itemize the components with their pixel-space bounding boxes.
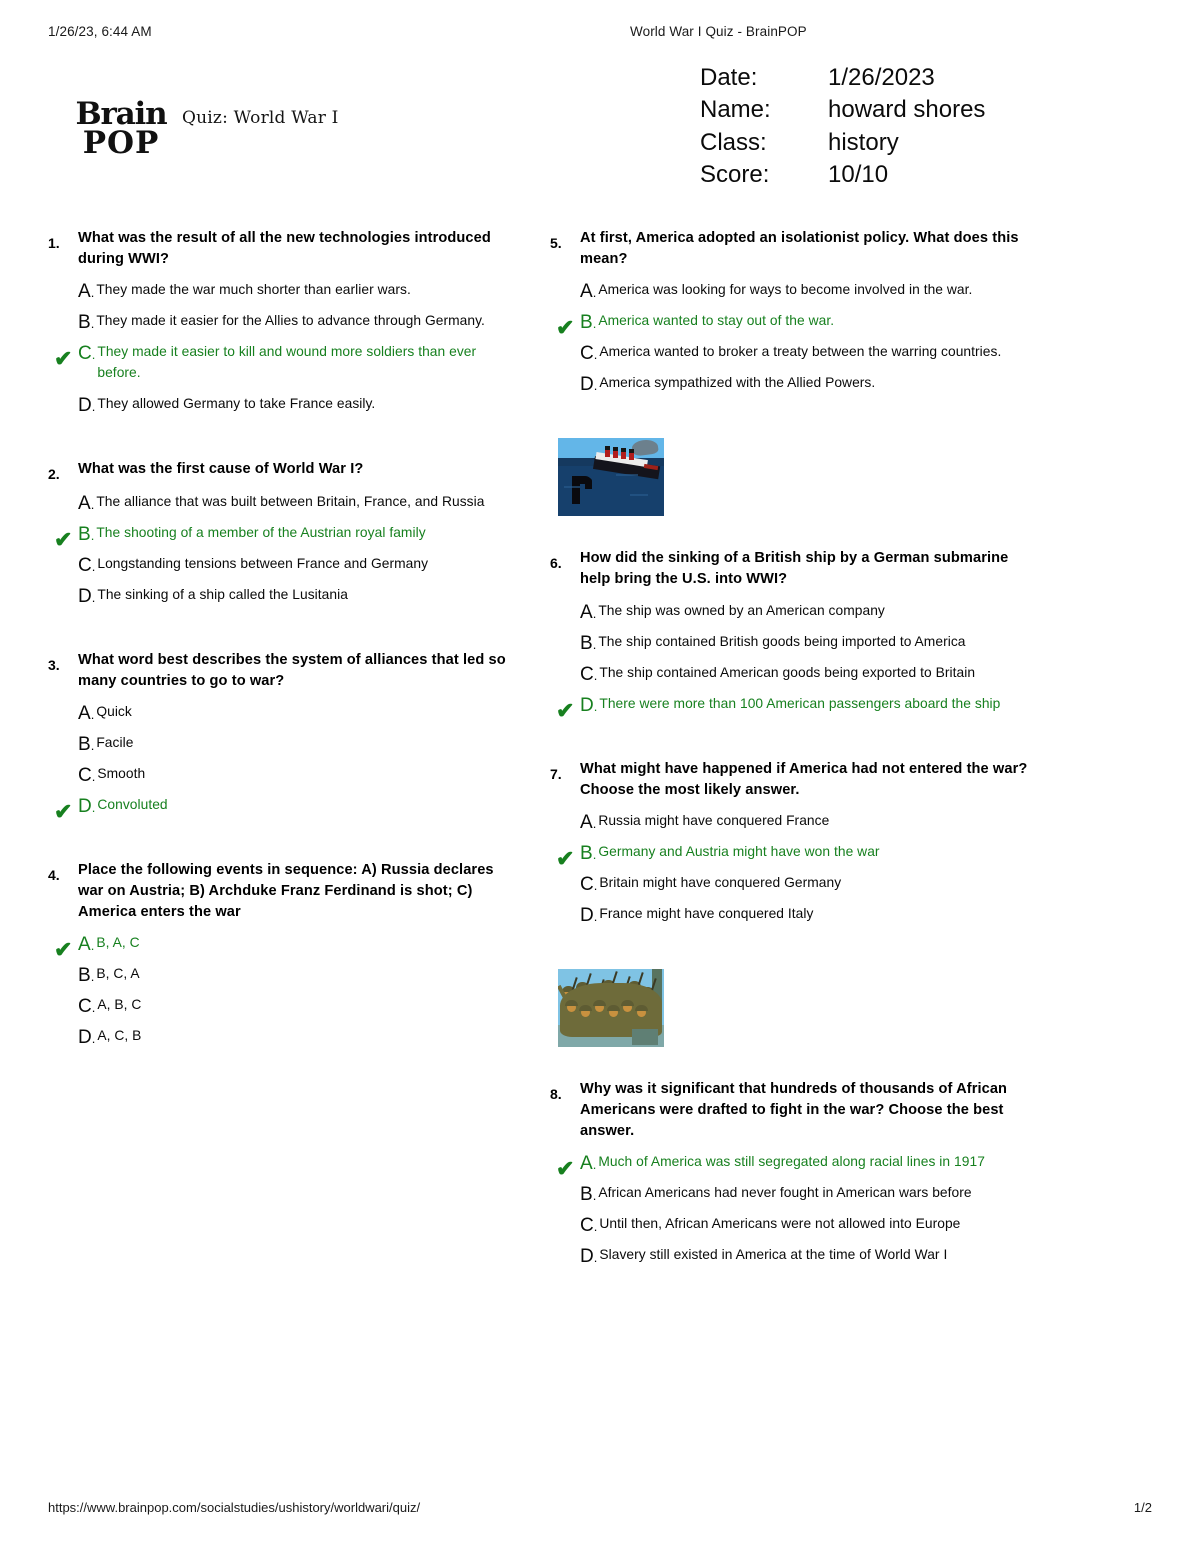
answer-text: Longstanding tensions between France and Germany (97, 555, 429, 571)
answer-option[interactable] (550, 1183, 1028, 1204)
answer-text: Britain might have conquered Germany (599, 874, 842, 890)
student-meta-table (700, 62, 985, 192)
answer-list (48, 933, 522, 1047)
question-number: 2. (48, 465, 60, 482)
checkmark-icon: ✔ (54, 526, 73, 552)
answer-letter: C. (580, 663, 598, 685)
answer-letter-period: . (593, 667, 598, 683)
answer-letter-period: . (593, 347, 598, 363)
answer-letter-period: . (592, 1157, 597, 1173)
question-number: 1. (48, 235, 60, 251)
question-column-right (550, 228, 1028, 1463)
meta-row-score (700, 159, 985, 191)
answer-option[interactable] (550, 873, 1028, 894)
answer-letter-period: . (90, 527, 95, 543)
soldier-helmet (593, 1000, 606, 1006)
answer-letter: A. (580, 811, 597, 833)
answer-text: African Americans had never fought in American wars before (598, 1185, 972, 1201)
print-timestamp: 1/26/23, 6:44 AM (48, 24, 152, 39)
answer-letter: A. (78, 934, 95, 956)
name-value: howard shores (828, 96, 986, 124)
answer-option[interactable] (48, 764, 522, 785)
answer-letter-period: . (90, 707, 95, 722)
answer-option[interactable] (48, 1026, 522, 1047)
answer-letter: A. (78, 703, 95, 724)
answer-text: Much of America was still segregated along racial lines in 1917 (598, 1154, 985, 1170)
answer-letter-period: . (90, 496, 95, 512)
answer-option[interactable] (48, 280, 522, 301)
answer-letter-period: . (91, 589, 96, 605)
answer-list (550, 280, 1028, 394)
answer-letter: C. (580, 1215, 598, 1237)
answer-option[interactable] (550, 1245, 1028, 1266)
question-number: 3. (48, 656, 60, 673)
answer-text: Germany and Austria might have won the war (598, 843, 880, 859)
answer-list (550, 811, 1028, 925)
answer-text: The alliance that was built between Britain, France, and Russia (96, 493, 485, 509)
answer-letter: B. (580, 632, 597, 654)
ship-funnel (629, 449, 634, 460)
answer-letter: D. (580, 694, 598, 716)
answer-letter: D. (580, 1246, 598, 1268)
answer-text: The ship contained British goods being imported to America (598, 633, 966, 649)
answer-letter: D. (580, 374, 598, 396)
ship-funnel (605, 446, 610, 457)
answer-letter: C. (580, 873, 598, 895)
answer-letter-period: . (593, 1250, 598, 1266)
answer-letter-period: . (592, 316, 597, 332)
question-text: Why was it significant that hundreds of thousands of African Americans were drafted to fight in the war? Choose the best answer. (580, 1080, 1008, 1140)
answer-text: Smooth (97, 766, 146, 781)
answer-option[interactable] (550, 904, 1028, 925)
soldier-helmet (579, 1005, 592, 1011)
checkmark-icon: ✔ (54, 937, 73, 963)
answer-letter: B. (78, 523, 95, 545)
answer-list (550, 601, 1028, 723)
answer-letter-period: . (592, 636, 597, 652)
answer-list (48, 702, 522, 824)
question-number: 6. (550, 555, 562, 572)
footer-url: https://www.brainpop.com/socialstudies/ushistory/worldwari/quiz/ (48, 1500, 421, 1515)
answer-letter: D. (78, 394, 96, 416)
answer-text: B, C, A (96, 966, 140, 982)
answer-text: There were more than 100 American passengers aboard the ship (599, 695, 1001, 711)
answer-letter-period: . (592, 815, 597, 831)
question-block (550, 759, 1028, 925)
answer-letter-period: . (90, 285, 95, 301)
answer-letter-period: . (592, 605, 597, 621)
logo-line-pop: POP (82, 124, 160, 161)
answer-letter: D. (580, 904, 598, 926)
answer-text: They made the war much shorter than earlier wars. (96, 282, 411, 298)
answer-text: Russia might have conquered France (598, 812, 830, 828)
question-text: How did the sinking of a British ship by a German submarine help bring the U.S. into WWI? (580, 550, 1009, 588)
answer-text: They made it easier for the Allies to advance through Germany. (96, 313, 485, 329)
answer-text: America sympathized with the Allied Powers. (599, 375, 876, 391)
answer-option[interactable] (550, 632, 1028, 653)
answer-letter: A. (580, 281, 597, 303)
date-value: 1/26/2023 (828, 64, 935, 91)
answer-option-correct[interactable] (48, 523, 522, 552)
quiz-header (48, 62, 1152, 212)
answer-letter: D. (78, 585, 96, 607)
answer-option[interactable] (48, 492, 522, 513)
answer-option[interactable] (48, 964, 522, 985)
answer-option[interactable] (550, 601, 1028, 622)
answer-option[interactable] (48, 585, 522, 606)
answer-option[interactable] (550, 811, 1028, 832)
answer-option[interactable] (550, 373, 1028, 394)
meta-row-date (700, 62, 985, 94)
answer-text: Slavery still existed in America at the time of World War I (599, 1247, 948, 1263)
soldier-helmet (635, 1005, 648, 1011)
print-document-title: World War I Quiz - BrainPOP (630, 24, 807, 39)
checkmark-icon: ✔ (556, 315, 575, 341)
answer-letter-period: . (593, 1219, 598, 1235)
question-block (550, 228, 1028, 394)
question-block (48, 459, 522, 606)
question-text: What was the first cause of World War I? (78, 460, 364, 477)
question-number: 8. (550, 1085, 562, 1102)
answer-text: Until then, African Americans were not allowed into Europe (599, 1216, 961, 1232)
answer-option-correct[interactable] (550, 1152, 1028, 1182)
checkmark-icon: ✔ (54, 799, 73, 824)
answer-letter: C. (78, 996, 96, 1018)
answer-letter-period: . (593, 908, 598, 924)
footer-page-number: 1/2 (1133, 1500, 1152, 1515)
question-number: 5. (550, 235, 562, 251)
answer-letter-period: . (91, 558, 96, 574)
sinking-ship-submarine-illustration (558, 438, 664, 516)
answer-option[interactable] (48, 702, 522, 723)
question-header (550, 228, 1028, 270)
brand-block (66, 96, 339, 161)
answer-list (48, 280, 522, 414)
answer-option-correct[interactable] (48, 933, 522, 963)
answer-letter-period: . (91, 398, 96, 414)
answer-option[interactable] (550, 280, 1028, 301)
answer-letter: C. (580, 343, 598, 365)
answer-letter: D. (78, 1027, 96, 1049)
answer-letter-period: . (592, 1188, 597, 1204)
sea-wave (630, 494, 648, 496)
question-header (48, 228, 522, 270)
answer-letter-period: . (91, 769, 96, 784)
answer-option[interactable] (48, 995, 522, 1016)
sea-wave (616, 474, 638, 476)
quiz-body (48, 228, 1152, 1463)
answer-letter: B. (78, 734, 95, 755)
answer-text: America was looking for ways to become involved in the war. (598, 282, 973, 298)
question-header (550, 1079, 1028, 1142)
question-text: What was the result of all the new technologies introduced during WWI? (78, 230, 491, 268)
logo-line-brain: Brain (75, 96, 167, 132)
print-header (48, 24, 1152, 39)
question-block (48, 650, 522, 824)
date-label: Date: (700, 64, 758, 91)
answer-text: France might have conquered Italy (599, 905, 814, 921)
answer-letter-period: . (90, 316, 95, 332)
answer-letter-period: . (91, 1000, 96, 1016)
answer-letter-period: . (593, 698, 598, 714)
answer-list (550, 1152, 1028, 1266)
answer-option-correct[interactable] (550, 842, 1028, 871)
answer-option-correct[interactable] (48, 795, 522, 824)
name-label: Name: (700, 96, 771, 124)
answer-letter: B. (78, 965, 95, 987)
soldier-helmet (565, 1000, 578, 1006)
checkmark-icon: ✔ (556, 1156, 575, 1182)
answer-text: America wanted to broker a treaty between the warring countries. (599, 344, 1002, 360)
meta-row-class (700, 127, 985, 159)
answer-option[interactable] (550, 1214, 1028, 1235)
answer-option[interactable] (550, 342, 1028, 363)
question-number: 4. (48, 867, 60, 883)
answer-text: They made it easier to kill and wound more soldiers than ever before. (97, 344, 477, 380)
answer-text: The shooting of a member of the Austrian royal family (96, 524, 426, 540)
question-header (48, 459, 522, 482)
class-value: history (828, 128, 899, 156)
answer-letter: C. (78, 343, 96, 365)
answer-text: America wanted to stay out of the war. (598, 313, 835, 329)
periscope-tip (585, 478, 592, 489)
checkmark-icon: ✔ (556, 845, 575, 871)
brainpop-logo (66, 96, 176, 161)
answer-option-correct[interactable] (48, 342, 522, 383)
checkmark-icon: ✔ (556, 697, 575, 723)
answer-text: The ship was owned by an American company (598, 602, 885, 618)
answer-text: A, C, B (97, 1028, 142, 1044)
question-block (550, 1079, 1028, 1266)
answer-option[interactable] (550, 663, 1028, 684)
answer-list (48, 492, 522, 606)
question-text: Place the following events in sequence: A) Russia declares war on Austria; B) Archduke Franz Ferdinand is shot; C) America enters the war (78, 862, 494, 921)
answer-option[interactable] (48, 554, 522, 575)
question-number: 7. (550, 765, 562, 782)
answer-letter-period: . (90, 738, 95, 753)
question-text: What might have happened if America had not entered the war? Choose the most likely answer. (580, 760, 1028, 798)
answer-letter: A. (78, 492, 95, 514)
soldiers-illustration (558, 969, 664, 1047)
answer-text: Quick (96, 704, 132, 719)
answer-letter-period: . (593, 877, 598, 893)
answer-letter: D. (78, 796, 96, 817)
soldiers-crate (632, 1029, 658, 1045)
score-value: 10/10 (828, 161, 889, 189)
answer-text: The ship contained American goods being exported to Britain (599, 664, 976, 680)
question-text: What word best describes the system of alliances that led so many countries to go to war? (78, 651, 506, 689)
answer-letter-period: . (592, 285, 597, 301)
answer-letter-period: . (90, 938, 95, 954)
answer-option[interactable] (48, 733, 522, 754)
answer-text: The sinking of a ship called the Lusitania (97, 586, 348, 602)
sea-wave (564, 486, 580, 488)
answer-letter: A. (580, 1153, 597, 1175)
question-block (550, 548, 1028, 723)
page-title: Quiz: World War I (182, 108, 339, 128)
answer-letter-period: . (91, 347, 96, 363)
answer-letter: C. (78, 554, 96, 576)
answer-letter: B. (580, 1184, 597, 1206)
question-header (48, 860, 522, 923)
answer-text: B, A, C (96, 935, 140, 951)
class-label: Class: (700, 128, 767, 156)
answer-letter: B. (580, 842, 597, 864)
answer-letter: B. (78, 312, 95, 334)
soldier-helmet (621, 1000, 634, 1006)
score-label: Score: (700, 161, 770, 189)
question-block (48, 860, 522, 1047)
answer-text: Convoluted (97, 797, 168, 812)
ship-funnel (621, 448, 626, 459)
print-footer (48, 1500, 1152, 1515)
checkmark-icon: ✔ (54, 346, 73, 372)
answer-option[interactable] (48, 394, 522, 415)
question-column-left (48, 228, 522, 1463)
meta-row-name (700, 94, 985, 126)
ship-funnel (613, 447, 618, 458)
question-block (48, 228, 522, 415)
answer-option-correct[interactable] (550, 694, 1028, 723)
answer-letter: A. (580, 601, 597, 623)
answer-letter-period: . (592, 846, 597, 862)
answer-letter: A. (78, 281, 95, 303)
question-header (550, 759, 1028, 801)
answer-letter-period: . (90, 969, 95, 985)
answer-letter: C. (78, 765, 96, 786)
question-header (48, 650, 522, 692)
answer-letter-period: . (91, 800, 96, 815)
question-text: At first, America adopted an isolationist policy. What does this mean? (580, 230, 1019, 268)
answer-text: Facile (96, 735, 134, 750)
answer-option[interactable] (48, 311, 522, 332)
answer-letter-period: . (91, 1031, 96, 1047)
answer-letter-period: . (593, 378, 598, 394)
soldier-helmet (607, 1005, 620, 1011)
answer-text: They allowed Germany to take France easily. (97, 395, 376, 411)
answer-option-correct[interactable] (550, 311, 1028, 341)
answer-letter: B. (580, 312, 597, 334)
answer-text: A, B, C (97, 997, 142, 1013)
question-header (550, 548, 1028, 590)
